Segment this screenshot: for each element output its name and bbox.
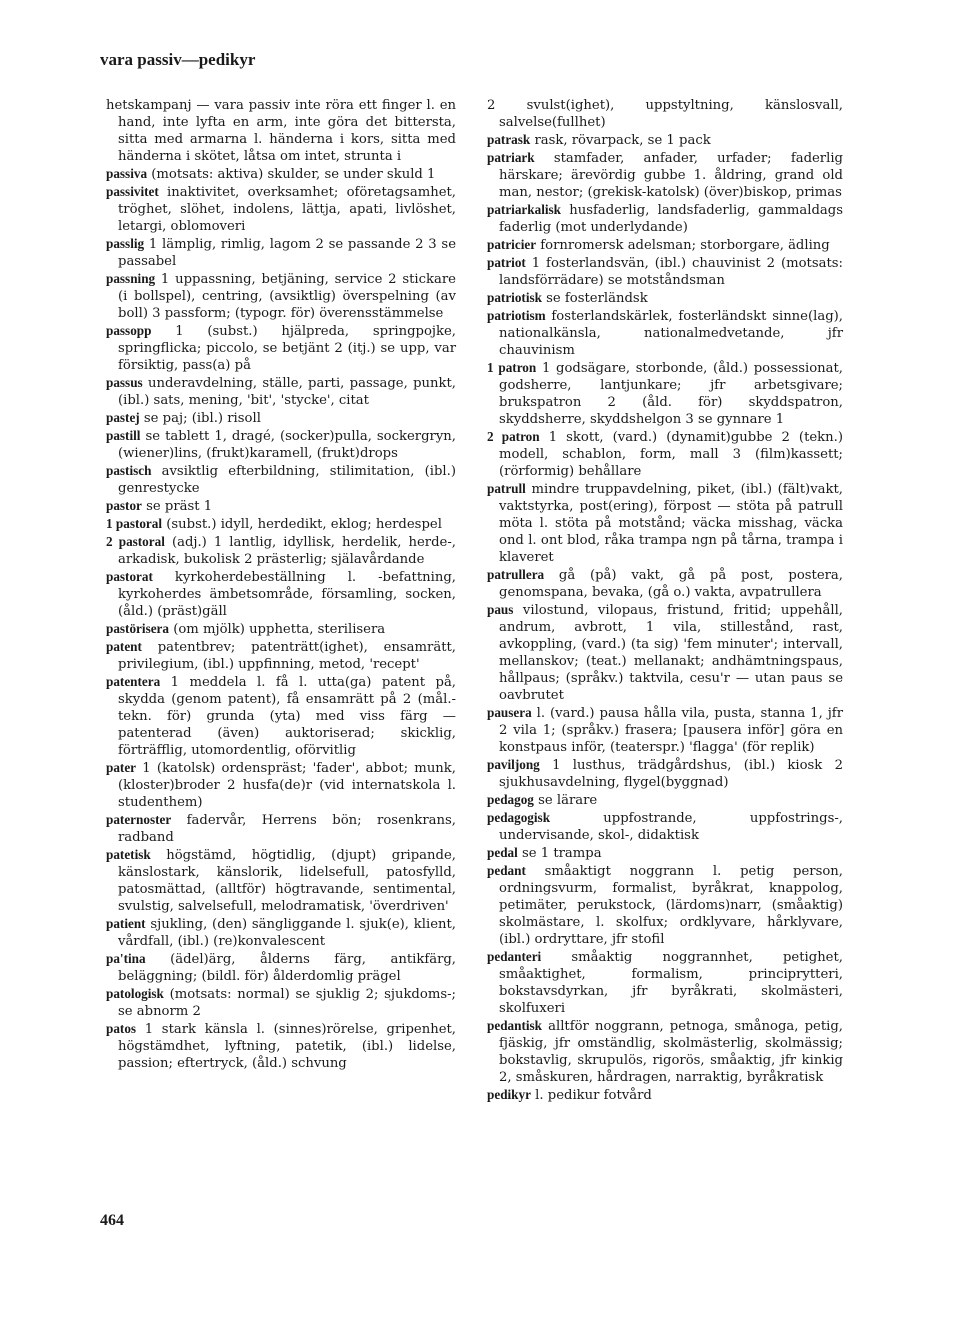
entry-headword: patricier (487, 237, 537, 252)
entry-headword: pastorat (106, 569, 153, 584)
entry-definition: 1 (subst.) hjälpreda, springpojke, springflicka; piccolo, se betjänt 2 (itj.) se upp, var försiktig, pass(a) på (118, 324, 456, 373)
dictionary-entry (487, 307, 843, 359)
entry-headword: pausera (487, 705, 532, 720)
dictionary-entry (106, 235, 456, 270)
entry-definition: 1 stark känsla l. (sinnes)rörelse, gripenhet, högstämdhet, lyftning, patetik, (ibl.) lidelse, passion; eftertryck, (åld.) schvung (118, 1022, 456, 1071)
dictionary-entry (487, 97, 843, 131)
dictionary-entry (106, 568, 456, 620)
entry-definition: vilostund, vilopaus, fristund, fritid; uppehåll, andrum, avbrott, 1 vila, stillestånd, rast, avkoppling, (vard.) (ta sig) 'fem minuter'; intervall, mellanskov; (teat.) mellanakt; andhämtningspaus, hållpaus; (språkv.) taktvila, cesu'r — utan paus se oavbrutet (499, 603, 844, 703)
entry-definition: hetskampanj — vara passiv inte röra ett finger l. en hand, inte lyfta en arm, inte göra det bittersta, sitta med armarna l. händerna i kors, sitta med händerna i skötet, låtsa om intet, strunta i (106, 98, 456, 164)
dictionary-entry (106, 322, 456, 374)
entry-definition: fadervår, Herrens bön; rosenkrans, radband (118, 813, 456, 845)
entry-headword: patriarkalisk (487, 202, 562, 217)
entry-headword: paus (487, 602, 514, 617)
entry-definition: alltför noggrann, petnoga, smånoga, petig, fjäskig, jfr omständlig, skolmästerlig, skolmässig; bokstavlig, skrupulös, rigorös, småaktig, jfr kinkig 2, småskuren, hårdragen, narraktig, byråkratisk (499, 1019, 843, 1085)
entry-definition: (ädel)ärg, ålderns färg, antikfärg, beläggning; (bildl. för) ålderdomlig prägel (118, 952, 457, 984)
dictionary-entry (487, 809, 843, 844)
dictionary-entry (487, 201, 843, 236)
entry-definition: (motsats: normal) se sjuklig 2; sjukdoms-; se abnorm 2 (118, 987, 456, 1019)
entry-definition: inaktivitet, overksamhet; oföretagsamhet, tröghet, slöhet, indolens, lättja, apati, livlöshet, letargi, oblomoveri (118, 185, 456, 234)
entry-definition: rask, rövarpack, se 1 pack (534, 133, 711, 148)
entry-definition: småaktig noggrannhet, petighet, småaktighet, formalism, principrytteri, bokstavsdyrkan, jfr byråkrati, skolmästeri, skolfuxeri (499, 950, 843, 1016)
entry-definition: 1 skott, (vard.) (dynamit)gubbe 2 (tekn.) modell, schablon, form, mall 3 (film)kassett; (rörformig) behållare (499, 430, 843, 479)
entry-headword: patriark (487, 150, 535, 165)
entry-headword: paternoster (106, 812, 172, 827)
dictionary-entry (106, 985, 456, 1020)
entry-headword: pater (106, 760, 137, 775)
entry-headword: pastej (106, 410, 140, 425)
entry-definition: l. (vard.) pausa hålla vila, pusta, stanna 1, jfr 2 vila 1; (språkv.) frasera; [pausera inför] göra en konstpaus inför, (teaterspr.) 'flagga' (för replik) (499, 706, 843, 755)
entry-definition: fosterlandskärlek, fosterländskt sinne(lag), nationalkänsla, nationalmedvetande, jfr chauvinism (499, 309, 843, 358)
entry-definition: 1 godsägare, storbonde, (åld.) possessionat, godsherre, lantjunkare; jfr arbetsgivare; brukspatron 2 (åld. för) skyddspatron, skyddsherre, skyddshelgon 3 se gynnare 1 (499, 361, 843, 427)
entry-headword: passiva (106, 166, 148, 181)
entry-definition: mindre truppavdelning, piket, (ibl.) (fält)vakt, vaktstyrka, post(ering), förpost — stöta på patrull möta l. stöta på motstånd; väcka misshag, väcka ond l. ont blod, råka trampa ngn på tårna, trampa i klaveret (499, 482, 844, 565)
entry-headword: patetisk (106, 847, 151, 862)
entry-definition: (om mjölk) upphetta, sterilisera (173, 622, 386, 637)
dictionary-entry (487, 862, 843, 948)
entry-definition: husfaderlig, landsfaderlig, gammaldags faderlig (mot underlydande) (499, 203, 843, 235)
entry-definition: småaktigt noggrann l. petig person, ordningsvurm, formalist, byråkrat, knappolog, petimäter, perukstock, (lärdoms)narr, (småaktig) skolmästare, l. skolfux; ordklyvare, hårklyvare, (ibl.) ordryttare, jfr stofil (499, 864, 843, 947)
entry-definition: se präst 1 (146, 499, 213, 514)
dictionary-entry (106, 497, 456, 515)
entry-headword: patologisk (106, 986, 164, 1001)
dictionary-entry (487, 1017, 843, 1086)
entry-definition: avsiktlig efterbildning, stilimitation, (ibl.) genrestycke (118, 464, 456, 496)
entry-headword: patriotisk (487, 290, 542, 305)
entry-headword: pastor (106, 498, 142, 513)
entry-headword: passlig (106, 236, 145, 251)
dictionary-entry (106, 374, 456, 409)
entry-definition: högstämd, högtidlig, (djupt) gripande, känslostark, känslorik, lidelsefull, patosfylld, patosmättad, (alltför) högtravande, sentimental, svulstig, salvelsefull, melodramatisk, 'överdriven' (118, 848, 456, 914)
entry-headword: patriotism (487, 308, 546, 323)
dictionary-entry (487, 149, 843, 201)
dictionary-entry (106, 515, 456, 533)
entry-definition: patentbrev; patenträtt(ighet), ensamrätt, privilegium, (ibl.) uppfinning, metod, 'recept' (118, 640, 456, 672)
entry-headword: pedal (487, 845, 518, 860)
entry-headword: pedant (487, 863, 526, 878)
dictionary-entry (106, 950, 456, 985)
right-column (487, 97, 843, 1104)
dictionary-entry (487, 480, 843, 566)
entry-definition: 2 svulst(ighet), uppstyltning, känslosvall, salvelse(fullhet) (487, 98, 843, 130)
entry-headword: patrull (487, 481, 526, 496)
entry-headword: patentera (106, 674, 161, 689)
entry-headword: patos (106, 1021, 137, 1036)
dictionary-entry (487, 601, 843, 704)
dictionary-entry (487, 254, 843, 289)
dictionary-entry (106, 533, 456, 568)
dictionary-entry (487, 948, 843, 1017)
entry-headword: passopp (106, 323, 152, 338)
dictionary-entry (106, 409, 456, 427)
entry-headword: pedanteri (487, 949, 542, 964)
entry-definition: se 1 trampa (521, 846, 602, 861)
dictionary-entry (487, 566, 843, 601)
dictionary-entry (487, 844, 843, 862)
dictionary-entry (487, 359, 843, 428)
entry-headword: pastisch (106, 463, 152, 478)
entry-definition: kyrkoherdebeställning l. -befattning, kyrkoherdes ämbetsområde, församling, socken, (åld.) (präst)gäll (118, 570, 456, 619)
dictionary-entry (106, 915, 456, 950)
dictionary-entry (106, 462, 456, 497)
entry-definition: uppfostrande, uppfostrings-, undervisande, skol-, didaktisk (499, 811, 843, 843)
entry-headword: pastörisera (106, 621, 169, 636)
dictionary-entry (106, 620, 456, 638)
dictionary-entry (487, 428, 843, 480)
dictionary-entry (487, 289, 843, 307)
entry-headword: passivitet (106, 184, 159, 199)
entry-headword: pedantisk (487, 1018, 542, 1033)
entry-definition: se paj; (ibl.) risoll (143, 411, 261, 426)
entry-headword: 1 patron (487, 360, 537, 375)
entry-headword: patient (106, 916, 146, 931)
dictionary-entry (106, 97, 456, 165)
dictionary-entry (106, 270, 456, 322)
entry-definition: stamfader, anfader, urfader; faderlig härskare; ärevördig gubbe 1. åldring, grand old man, nestor; (grekisk-katolsk) (över)biskop, primas (499, 151, 843, 200)
entry-headword: pedikyr (487, 1087, 531, 1102)
entry-definition: 1 lämplig, rimlig, lagom 2 se passande 2 3 se passabel (118, 237, 456, 269)
entry-definition: underavdelning, ställe, parti, passage, punkt, (ibl.) sats, mening, 'bit', 'stycke', citat (118, 376, 456, 408)
entry-definition: 1 fosterlandsvän, (ibl.) chauvinist 2 (motsats: landsförrädare) se motståndsman (499, 256, 843, 288)
entry-definition: 1 lusthus, trädgårdshus, (ibl.) kiosk 2 sjukhusavdelning, flygel(byggnad) (499, 758, 843, 790)
entry-headword: passning (106, 271, 156, 286)
entry-definition: sjukling, (den) sängliggande l. sjuk(e), klient, vårdfall, (ibl.) (re)konvalescent (118, 917, 456, 949)
dictionary-entry (487, 791, 843, 809)
entry-definition: fornromersk adelsman; storborgare, ädling (540, 238, 830, 253)
entry-headword: passus (106, 375, 143, 390)
left-column (106, 97, 456, 1072)
entry-definition: se fosterländsk (546, 291, 648, 306)
entry-headword: pedagogisk (487, 810, 551, 825)
entry-definition: se tablett 1, dragé, (socker)pulla, sockergryn, (wiener)lins, (frukt)karamell, (frukt)drops (118, 429, 456, 461)
entry-headword: pedagog (487, 792, 534, 807)
entry-headword: patrullera (487, 567, 545, 582)
entry-definition: 1 uppassning, betjäning, service 2 stickare (i bollspel), centring, (avsiktlig) överspelning (av boll) 3 passform; (typogr. för) överensstämmelse (118, 272, 456, 321)
entry-definition: (subst.) idyll, herdedikt, eklog; herdespel (166, 517, 442, 532)
entry-headword: pastill (106, 428, 141, 443)
dictionary-entry (106, 183, 456, 235)
entry-headword: 1 pastoral (106, 516, 163, 531)
dictionary-entry (106, 638, 456, 673)
entry-headword: patent (106, 639, 142, 654)
entry-definition: 1 (katolsk) ordenspräst; 'fader', abbot; munk, (kloster)broder 2 husfa(de)r (vid internatskola l. studenthem) (118, 761, 456, 810)
running-head: vara passiv—pedikyr (100, 50, 256, 69)
dictionary-entry (487, 236, 843, 254)
entry-headword: patrask (487, 132, 531, 147)
entry-headword: 2 patron (487, 429, 540, 444)
dictionary-entry (106, 759, 456, 811)
dictionary-entry (106, 673, 456, 759)
entry-definition: gå (på) vakt, gå på post, postera, genomspana, bevaka, (gå o.) vakta, avpatrullera (499, 568, 843, 600)
entry-definition: se lärare (538, 793, 598, 808)
dictionary-entry (106, 846, 456, 915)
entry-headword: 2 pastoral (106, 534, 165, 549)
entry-headword: pa'tina (106, 951, 146, 966)
entry-definition: 1 meddela l. få l. utta(ga) patent på, skydda (genom patent), få ensamrätt på 2 (mål.-tekn. för) grunda (yta) med viss färg — patenterad (även) auktoriserad; skicklig, förträfflig, utomordentlig, oförvitlig (118, 675, 456, 758)
dictionary-entry (106, 811, 456, 846)
dictionary-entry (487, 756, 843, 791)
dictionary-entry (106, 1020, 456, 1072)
page-number: 464 (100, 1212, 124, 1229)
entry-headword: paviljong (487, 757, 540, 772)
dictionary-entry (487, 704, 843, 756)
dictionary-entry (487, 1086, 843, 1104)
entry-headword: patriot (487, 255, 526, 270)
entry-definition: (motsats: aktiva) skulder, se under skuld 1 (151, 167, 436, 182)
entry-definition: (adj.) 1 lantlig, idyllisk, herdelik, herde-, arkadisk, bukolisk 2 prästerlig; själavårdande (118, 535, 456, 567)
dictionary-entry (487, 131, 843, 149)
entry-definition: l. pedikur fotvård (535, 1088, 652, 1103)
dictionary-entry (106, 427, 456, 462)
dictionary-entry (106, 165, 456, 183)
